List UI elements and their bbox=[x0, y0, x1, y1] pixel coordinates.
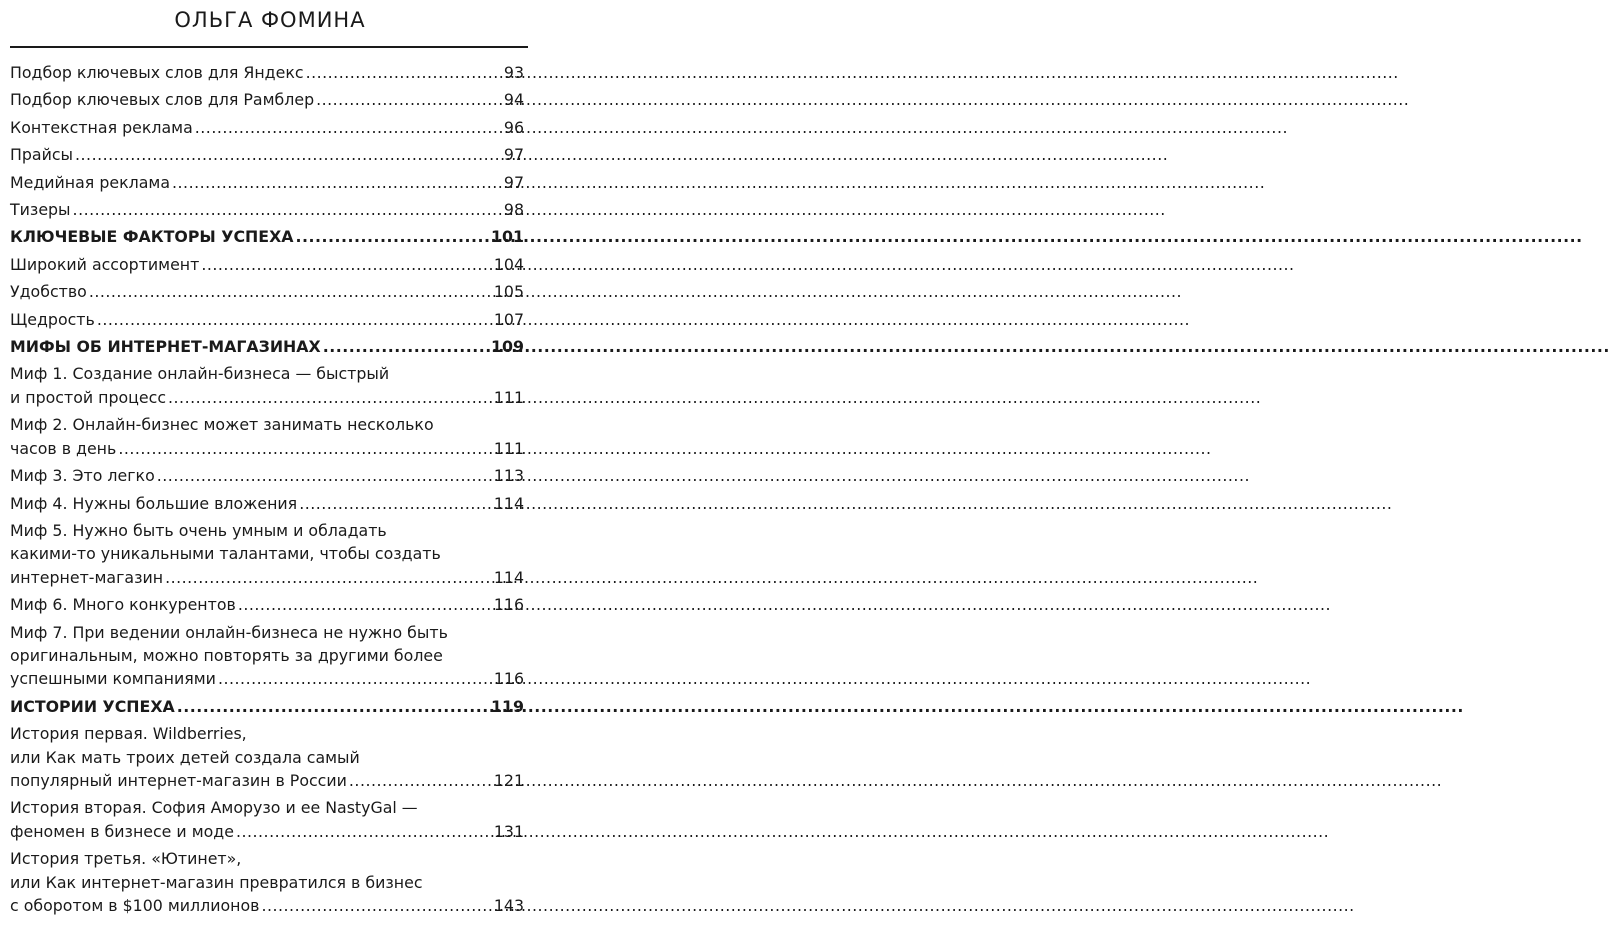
toc-entry-line: Миф 7. При ведении онлайн-бизнеса не нужно быть bbox=[10, 622, 448, 642]
toc-entry bbox=[10, 198, 524, 221]
page-number: 111 bbox=[493, 438, 524, 458]
toc-entry-title: Миф 3. Это легко bbox=[10, 466, 155, 486]
toc-entry bbox=[10, 593, 524, 616]
toc-entry bbox=[10, 116, 524, 139]
toc-entry-line: или Как мать троих детей создала самый bbox=[10, 747, 360, 767]
dot-leader bbox=[157, 464, 492, 487]
page-number: 114 bbox=[493, 567, 524, 587]
dot-leader bbox=[306, 61, 502, 84]
page-number: 116 bbox=[493, 669, 524, 689]
toc-entry-row bbox=[10, 280, 524, 303]
toc-entry-row bbox=[10, 143, 524, 166]
toc-entry-title: МИФЫ ОБ ИНТЕРНЕТ-МАГАЗИНАХ bbox=[10, 337, 321, 357]
toc-entry-title: с оборотом в $100 миллионов bbox=[10, 896, 260, 915]
dot-leader bbox=[295, 225, 489, 248]
toc-entry-title: часов в день bbox=[10, 438, 117, 458]
toc-entry-row bbox=[10, 225, 524, 248]
toc-entry-row bbox=[10, 198, 524, 221]
toc-entry bbox=[10, 308, 524, 331]
dot-leader bbox=[73, 198, 502, 221]
toc-entry-row bbox=[10, 253, 524, 276]
page-number: 116 bbox=[493, 595, 524, 615]
table-of-contents bbox=[10, 61, 524, 921]
dot-leader bbox=[238, 593, 492, 616]
page-number: 101 bbox=[491, 227, 524, 247]
toc-entry-row bbox=[10, 61, 524, 84]
toc-entry bbox=[10, 61, 524, 84]
toc-entry bbox=[10, 253, 524, 276]
toc-entry bbox=[10, 362, 524, 409]
toc-section-heading bbox=[10, 695, 524, 718]
toc-entry-row bbox=[10, 820, 524, 843]
toc-entry bbox=[10, 796, 524, 843]
toc-entry-title: успешными компаниями bbox=[10, 669, 216, 689]
running-header: ОЛЬГА ФОМИНА bbox=[174, 8, 366, 32]
toc-entry-line: Миф 1. Создание онлайн-бизнеса — быстрый bbox=[10, 364, 390, 384]
dot-leader bbox=[323, 335, 489, 358]
dot-leader bbox=[97, 308, 492, 331]
toc-entry-title: Подбор ключевых слов для Рамблер bbox=[10, 90, 315, 110]
toc-entry-row bbox=[10, 894, 524, 917]
page-number: 104 bbox=[493, 254, 524, 274]
dot-leader bbox=[316, 88, 502, 111]
toc-entry-line: оригинальным, можно повторять за другими более bbox=[10, 645, 443, 665]
toc-entry bbox=[10, 722, 524, 792]
page-number: 97 bbox=[503, 172, 524, 192]
toc-entry-line: или Как интернет-магазин превратился в бизнес bbox=[10, 872, 423, 892]
toc-entry-title: Подбор ключевых слов для Яндекс bbox=[10, 63, 304, 82]
dot-leader bbox=[172, 171, 502, 194]
toc-entry-line: История первая. Wildberries, bbox=[10, 724, 247, 744]
toc-entry-row bbox=[10, 593, 524, 616]
toc-entry bbox=[10, 464, 524, 487]
page-number: 98 bbox=[503, 200, 524, 220]
dot-leader bbox=[165, 566, 492, 589]
dot-leader bbox=[201, 253, 492, 276]
toc-entry bbox=[10, 519, 524, 589]
header-rule bbox=[10, 46, 528, 48]
toc-entry-row bbox=[10, 667, 524, 690]
toc-entry bbox=[10, 280, 524, 303]
toc-entry-title: феномен в бизнесе и моде bbox=[10, 821, 234, 841]
page-number: 109 bbox=[491, 337, 524, 357]
toc-entry-title: Медийная реклама bbox=[10, 172, 170, 192]
page-number: 96 bbox=[503, 117, 524, 137]
toc-entry-title: Щедрость bbox=[10, 309, 95, 329]
toc-entry-row bbox=[10, 308, 524, 331]
toc-entry-row bbox=[10, 171, 524, 194]
toc-entry bbox=[10, 88, 524, 111]
toc-entry bbox=[10, 171, 524, 194]
dot-leader bbox=[75, 143, 502, 166]
dot-leader bbox=[236, 820, 492, 843]
page-number: 93 bbox=[503, 63, 524, 82]
dot-leader bbox=[299, 492, 492, 515]
toc-entry-title: Тизеры bbox=[10, 200, 71, 220]
dot-leader bbox=[349, 769, 492, 792]
toc-entry bbox=[10, 143, 524, 166]
toc-entry-row bbox=[10, 88, 524, 111]
toc-entry bbox=[10, 847, 524, 917]
page-number: 111 bbox=[493, 387, 524, 407]
toc-entry-title: Контекстная реклама bbox=[10, 117, 193, 137]
dot-leader bbox=[89, 280, 492, 303]
dot-leader bbox=[177, 695, 489, 718]
toc-entry-line: История вторая. София Аморузо и ее NastyGal — bbox=[10, 798, 418, 818]
toc-entry-title: Удобство bbox=[10, 282, 87, 302]
page-number: 107 bbox=[493, 309, 524, 329]
toc-entry-title: популярный интернет-магазин в России bbox=[10, 770, 347, 790]
toc-entry-line: какими-то уникальными талантами, чтобы создать bbox=[10, 544, 441, 564]
page-number: 114 bbox=[493, 493, 524, 513]
page-number: 121 bbox=[493, 770, 524, 790]
toc-entry bbox=[10, 621, 524, 691]
toc-entry-row bbox=[10, 695, 524, 718]
toc-section-heading bbox=[10, 335, 524, 358]
dot-leader bbox=[118, 437, 492, 460]
toc-entry-row bbox=[10, 769, 524, 792]
toc-entry-title: Прайсы bbox=[10, 145, 74, 165]
page-number: 143 bbox=[493, 896, 524, 915]
toc-entry-line: Миф 2. Онлайн-бизнес может занимать несколько bbox=[10, 415, 434, 435]
dot-leader bbox=[261, 894, 491, 917]
toc-entry-row bbox=[10, 386, 524, 409]
toc-entry-title: Миф 6. Много конкурентов bbox=[10, 595, 236, 615]
dot-leader bbox=[218, 667, 492, 690]
toc-entry-title: Миф 4. Нужны большие вложения bbox=[10, 493, 298, 513]
dot-leader bbox=[195, 116, 502, 139]
toc-entry-line: Миф 5. Нужно быть очень умным и обладать bbox=[10, 520, 387, 540]
page-number: 105 bbox=[493, 282, 524, 302]
toc-entry bbox=[10, 413, 524, 460]
toc-entry-row bbox=[10, 464, 524, 487]
toc-entry bbox=[10, 492, 524, 515]
page-number: 119 bbox=[491, 696, 524, 716]
page-number: 131 bbox=[493, 821, 524, 841]
toc-entry-row bbox=[10, 116, 524, 139]
page-number: 97 bbox=[503, 145, 524, 165]
toc-entry-title: КЛЮЧЕВЫЕ ФАКТОРЫ УСПЕХА bbox=[10, 227, 294, 247]
toc-entry-row bbox=[10, 437, 524, 460]
page-number: 94 bbox=[503, 90, 524, 110]
page-number: 113 bbox=[493, 466, 524, 486]
toc-entry-line: История третья. «Ютинет», bbox=[10, 849, 242, 869]
dot-leader bbox=[168, 386, 492, 409]
toc-entry-title: и простой процесс bbox=[10, 387, 167, 407]
toc-entry-row bbox=[10, 335, 524, 358]
toc-entry-title: Широкий ассортимент bbox=[10, 254, 200, 274]
toc-entry-title: интернет-магазин bbox=[10, 567, 164, 587]
toc-entry-row bbox=[10, 492, 524, 515]
toc-entry-row bbox=[10, 566, 524, 589]
toc-section-heading bbox=[10, 225, 524, 248]
toc-entry-title: ИСТОРИИ УСПЕХА bbox=[10, 696, 175, 716]
